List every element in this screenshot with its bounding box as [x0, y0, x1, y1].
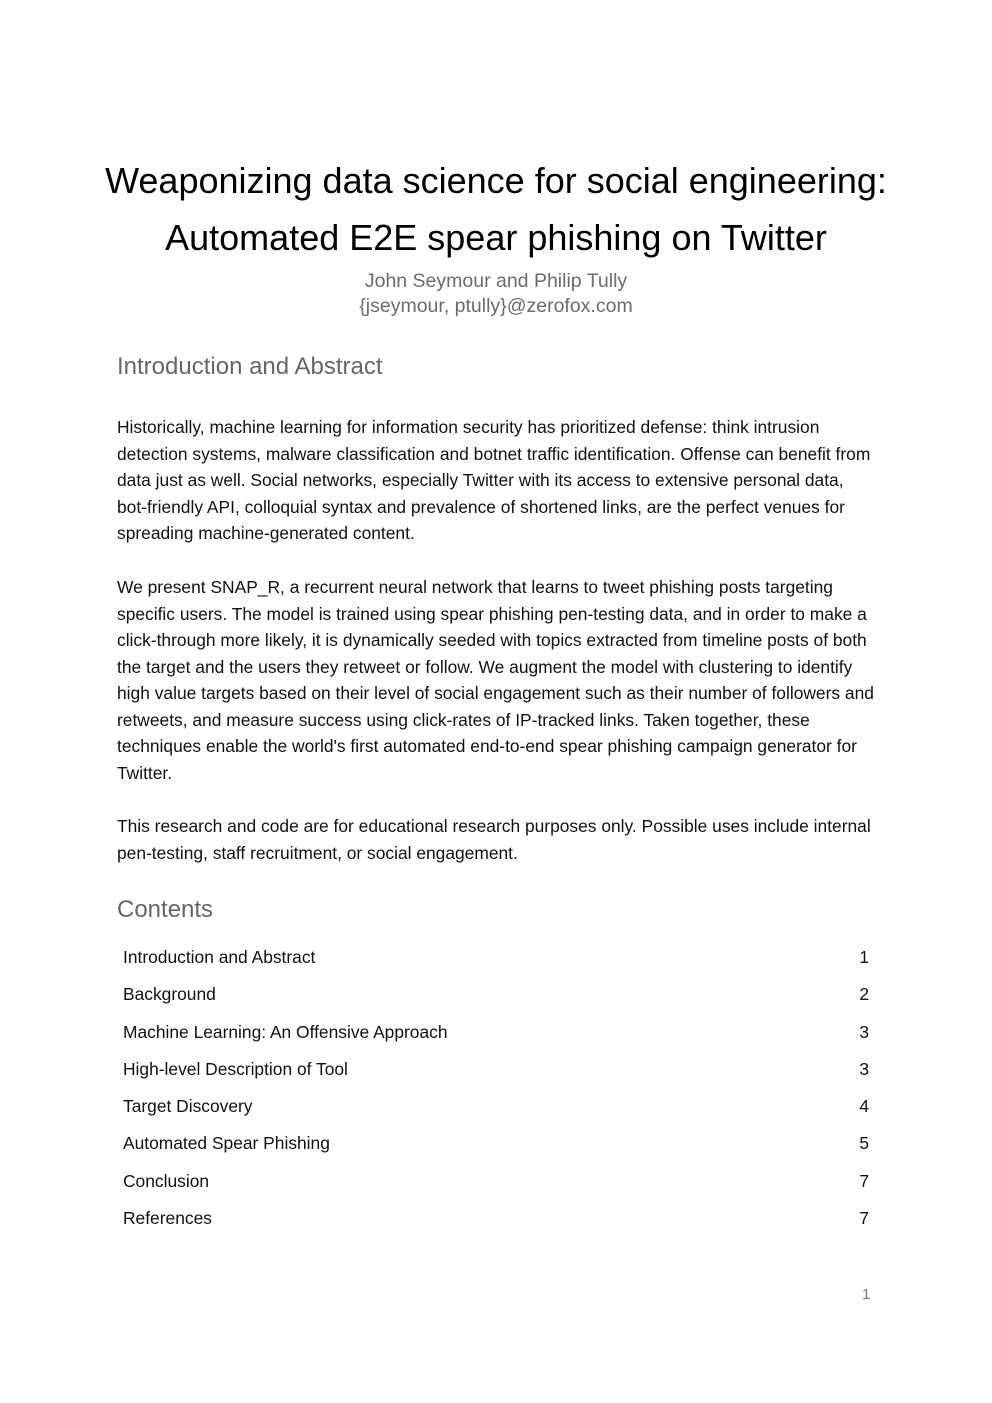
toc-entry-label: Background [123, 984, 216, 1005]
toc-entry-label: References [123, 1208, 212, 1229]
table-of-contents [123, 943, 869, 1241]
toc-entry-label: Target Discovery [123, 1096, 253, 1117]
toc-entry-label: Introduction and Abstract [123, 947, 316, 967]
toc-entry[interactable] [123, 1055, 869, 1092]
toc-entry[interactable] [123, 1167, 869, 1204]
toc-entry[interactable] [123, 943, 869, 980]
contents-heading: Contents [117, 896, 214, 923]
abstract-paragraph-1: Historically, machine learning for information security has prioritized defense: think intrusion detection systems, malware classification and botnet traffic identification. Offense can benefit from data just as well. Social networks, especially Twitter with its access to extensive personal data, bot-friendly API, colloquial syntax and prevalence of shortened links, are the perfect venues for spreading machine-generated content. [117, 417, 871, 543]
page-number: 1 [862, 1286, 871, 1303]
toc-entry[interactable] [123, 1129, 869, 1166]
toc-entry[interactable] [123, 1204, 869, 1241]
abstract-paragraph-2: We present SNAP_R, a recurrent neural network that learns to tweet phishing posts targeting specific users. The model is trained using spear phishing pen-testing data, and in order to make a click-through more likely, it is dynamically seeded with topics extracted from timeline posts of both the target and the users they retweet or follow. We augment the model with clustering to identify high value targets based on their level of social engagement such as their number of followers and retweets, and measure success using click-rates of IP-tracked links. Taken together, these techniques enable the world's first automated end-to-end spear phishing campaign generator for Twitter. [117, 577, 874, 783]
toc-entry-page: 2 [859, 984, 869, 1005]
toc-entry-page: 5 [859, 1133, 869, 1154]
toc-entry-label: High-level Description of Tool [123, 1058, 348, 1079]
author-names: John Seymour and Philip Tully [364, 270, 628, 292]
toc-entry[interactable] [123, 1092, 869, 1129]
title-line-2: Automated E2E spear phishing on Twitter [165, 217, 827, 258]
toc-entry[interactable] [123, 980, 869, 1017]
toc-entry-page: 7 [859, 1170, 869, 1191]
intro-heading: Introduction and Abstract [117, 353, 383, 380]
author-block [0, 269, 992, 319]
title-line-1: Weaponizing data science for social engineering: [105, 160, 887, 201]
abstract-paragraph-3: This research and code are for educational research purposes only. Possible uses include internal pen-testing, staff recruitment, or social engagement. [117, 816, 871, 863]
author-emails: {jseymour, ptully}@zerofox.com [359, 295, 633, 317]
toc-entry-page: 3 [859, 1058, 869, 1079]
toc-entry-label: Conclusion [123, 1170, 210, 1191]
toc-entry-page: 1 [859, 947, 869, 967]
toc-entry-page: 3 [859, 1021, 869, 1042]
toc-entry-label: Automated Spear Phishing [123, 1133, 330, 1154]
paper-title [0, 152, 992, 266]
toc-entry-page: 4 [859, 1096, 869, 1117]
toc-entry-page: 7 [859, 1208, 869, 1229]
toc-entry-label: Machine Learning: An Offensive Approach [123, 1021, 448, 1042]
toc-entry[interactable] [123, 1018, 869, 1055]
